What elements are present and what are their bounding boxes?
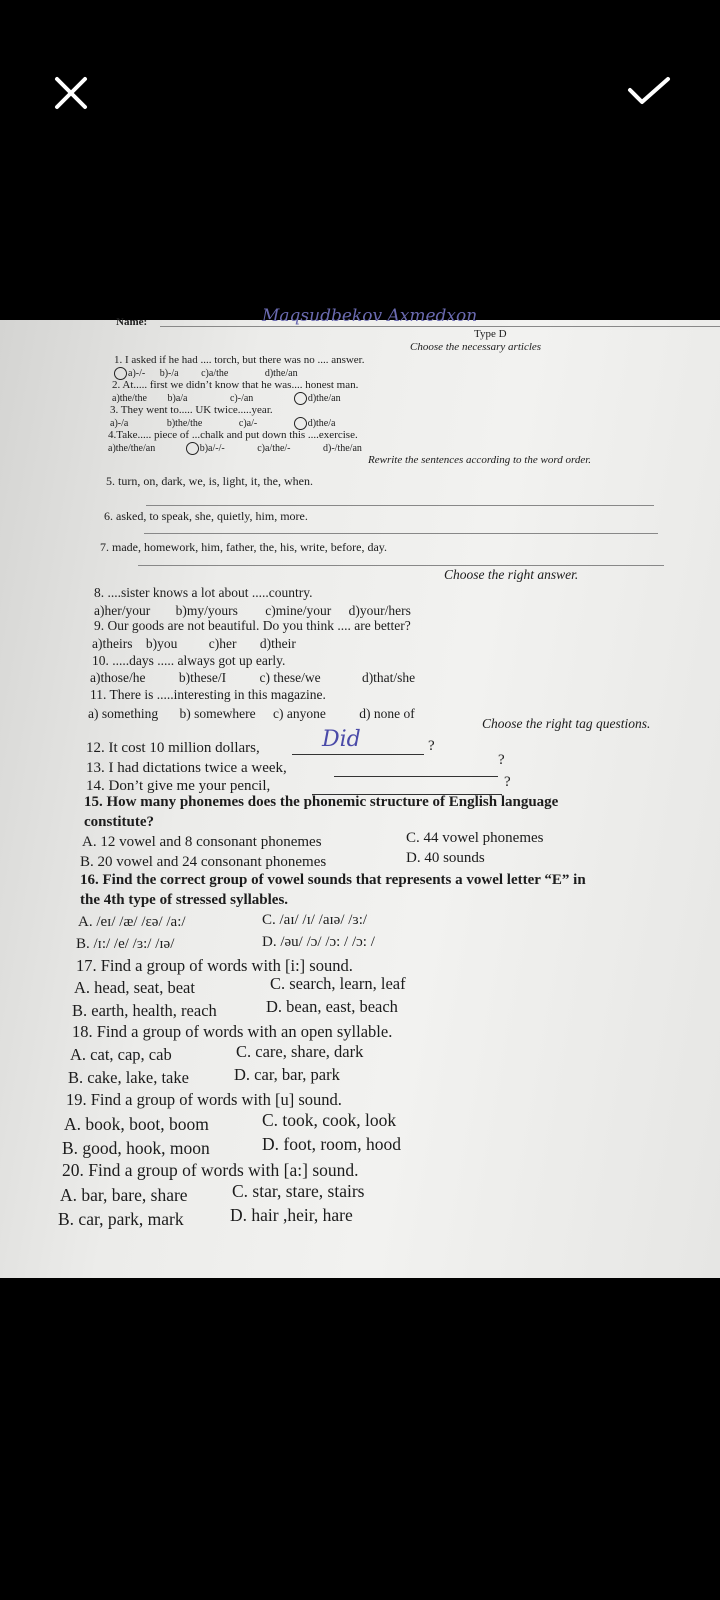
option: a)-/-	[128, 367, 146, 379]
option: b)you	[145, 636, 178, 651]
question-8-options	[94, 603, 411, 619]
question-11-options	[88, 706, 415, 722]
question-10: 10. .....days ..... always got up early.	[92, 653, 286, 668]
option: a)theirs	[92, 636, 133, 651]
option: c)a/-	[238, 417, 258, 429]
name-label: Name:	[116, 316, 148, 328]
option: D. /əu/ /ɔ/ /ɔ: / /ɔ: /	[262, 934, 375, 950]
option: D. hair ,heir, hare	[230, 1205, 353, 1225]
question-16: 16. Find the correct group of vowel sounds that represents a vowel letter “E” in	[80, 872, 586, 888]
answer-line	[292, 754, 424, 755]
option: a)those/he	[90, 670, 146, 685]
option: b)a/a	[167, 392, 188, 404]
question-13: 13. I had dictations twice a week,	[86, 760, 287, 776]
option: C. care, share, dark	[236, 1042, 364, 1061]
circled-answer	[294, 392, 307, 405]
section3-title: Choose the right answer.	[444, 567, 579, 582]
option: B. /ɪ:/ /e/ /ɜ:/ /ɪə/	[76, 936, 175, 952]
option: D. 40 sounds	[406, 850, 485, 866]
close-button[interactable]	[48, 70, 94, 116]
option: c)-/an	[229, 392, 254, 404]
question-19: 19. Find a group of words with [u] sound.	[66, 1090, 342, 1109]
answer-line	[138, 565, 664, 566]
option: b) somewhere	[179, 706, 256, 721]
question-9-options	[92, 636, 296, 652]
question-7: 7. made, homework, him, father, the, his, write, before, day.	[100, 540, 387, 554]
question-10-options	[90, 670, 415, 686]
option: c) these/we	[259, 670, 321, 685]
option: A. bar, bare, share	[60, 1185, 188, 1205]
option: d)the/an	[264, 367, 298, 379]
option: C. search, learn, leaf	[270, 974, 406, 993]
document-photo	[0, 306, 720, 1278]
question-4: 4.Take..... piece of ...chalk and put down this ....exercise.	[108, 429, 358, 441]
option: c) anyone	[272, 706, 326, 721]
answer-line	[334, 776, 498, 777]
option: B. good, hook, moon	[62, 1138, 210, 1158]
question-15-cont: constitute?	[84, 814, 154, 830]
option: C. 44 vowel phonemes	[406, 830, 544, 846]
handwritten-name: Maqsudbekov Axmedxon	[262, 306, 478, 326]
question-1: 1. I asked if he had .... torch, but there was no .... answer.	[114, 354, 365, 366]
option: d) none of	[359, 706, 415, 721]
question-2: 2. At..... first we didn’t know that he was.... honest man.	[112, 379, 359, 391]
option: B. cake, lake, take	[68, 1068, 189, 1087]
question-14: 14. Don’t give me your pencil,	[86, 778, 271, 794]
question-3: 3. They went to..... UK twice.....year.	[110, 404, 273, 416]
question-12: 12. It cost 10 million dollars,	[86, 740, 260, 756]
option: a)-/a	[110, 417, 129, 429]
option: b)these/I	[178, 670, 227, 685]
check-icon	[624, 72, 674, 112]
question-5: 5. turn, on, dark, we, is, light, it, the, when.	[106, 474, 313, 488]
question-16-cont: the 4th type of stressed syllables.	[80, 892, 289, 908]
handwritten-answer: Did	[322, 727, 361, 752]
option: B. car, park, mark	[58, 1209, 184, 1229]
option: A. 12 vowel and 8 consonant phonemes	[82, 834, 322, 850]
option: b)a/-/-	[199, 442, 225, 454]
option: d)their	[259, 636, 296, 651]
option: B. earth, health, reach	[72, 1001, 217, 1020]
close-icon	[48, 70, 94, 116]
option: a) something	[88, 706, 159, 721]
top-toolbar	[0, 0, 720, 320]
question-4-options	[108, 442, 362, 455]
option: C. /aɪ/ /ɪ/ /aɪə/ /ɜ:/	[262, 912, 368, 928]
option: D. car, bar, park	[234, 1065, 340, 1084]
option: D. foot, room, hood	[262, 1134, 402, 1154]
question-8: 8. ....sister knows a lot about .....country.	[94, 585, 313, 600]
question-mark: ?	[504, 774, 511, 790]
bottom-area	[0, 1278, 720, 1600]
option: c)her	[208, 636, 237, 651]
option: b)-/a	[159, 367, 179, 379]
option: a)her/your	[94, 603, 151, 618]
option: C. took, cook, look	[262, 1110, 397, 1130]
question-11: 11. There is .....interesting in this magazine.	[90, 687, 326, 702]
question-20: 20. Find a group of words with [a:] sound.	[62, 1160, 359, 1180]
name-underline	[160, 326, 720, 327]
answer-line	[146, 505, 654, 506]
option: D. bean, east, beach	[266, 997, 398, 1016]
option: a)the/the	[112, 392, 147, 404]
option: d)that/she	[361, 670, 416, 685]
question-17: 17. Find a group of words with [i:] sound.	[76, 956, 353, 975]
circled-answer	[186, 442, 199, 455]
option: A. cat, cap, cab	[70, 1045, 172, 1064]
confirm-button[interactable]	[624, 72, 674, 112]
type-label: Type D	[474, 328, 507, 340]
answer-line	[144, 533, 658, 534]
option: a)the/the/an	[108, 442, 156, 454]
option: B. 20 vowel and 24 consonant phonemes	[80, 854, 327, 870]
option: b)my/yours	[175, 603, 238, 618]
question-mark: ?	[498, 752, 505, 768]
option: d)your/hers	[348, 603, 411, 618]
option: b)the/the	[166, 417, 203, 429]
section4-title: Choose the right tag questions.	[482, 716, 651, 731]
worksheet	[0, 306, 720, 1278]
question-18: 18. Find a group of words with an open syllable.	[72, 1022, 393, 1041]
option: c)a/the/-	[257, 442, 291, 454]
option: A. head, seat, beat	[74, 978, 195, 997]
option: A. /eɪ/ /æ/ /ɛə/ /a:/	[78, 914, 186, 930]
option: d)the/a	[307, 417, 336, 429]
option: A. book, boot, boom	[64, 1114, 209, 1134]
option: d)the/an	[307, 392, 341, 404]
option: C. star, stare, stairs	[232, 1181, 365, 1201]
option: c)a/the	[201, 367, 229, 379]
section1-title: Choose the necessary articles	[410, 341, 542, 353]
question-15: 15. How many phonemes does the phonemic structure of English language	[84, 794, 559, 810]
option: d)-/the/an	[323, 442, 362, 454]
question-6: 6. asked, to speak, she, quietly, him, more.	[104, 509, 308, 523]
section2-title: Rewrite the sentences according to the word order.	[368, 454, 592, 466]
option: c)mine/your	[265, 603, 332, 618]
question-9: 9. Our goods are not beautiful. Do you think .... are better?	[94, 618, 411, 633]
question-mark: ?	[428, 738, 435, 754]
